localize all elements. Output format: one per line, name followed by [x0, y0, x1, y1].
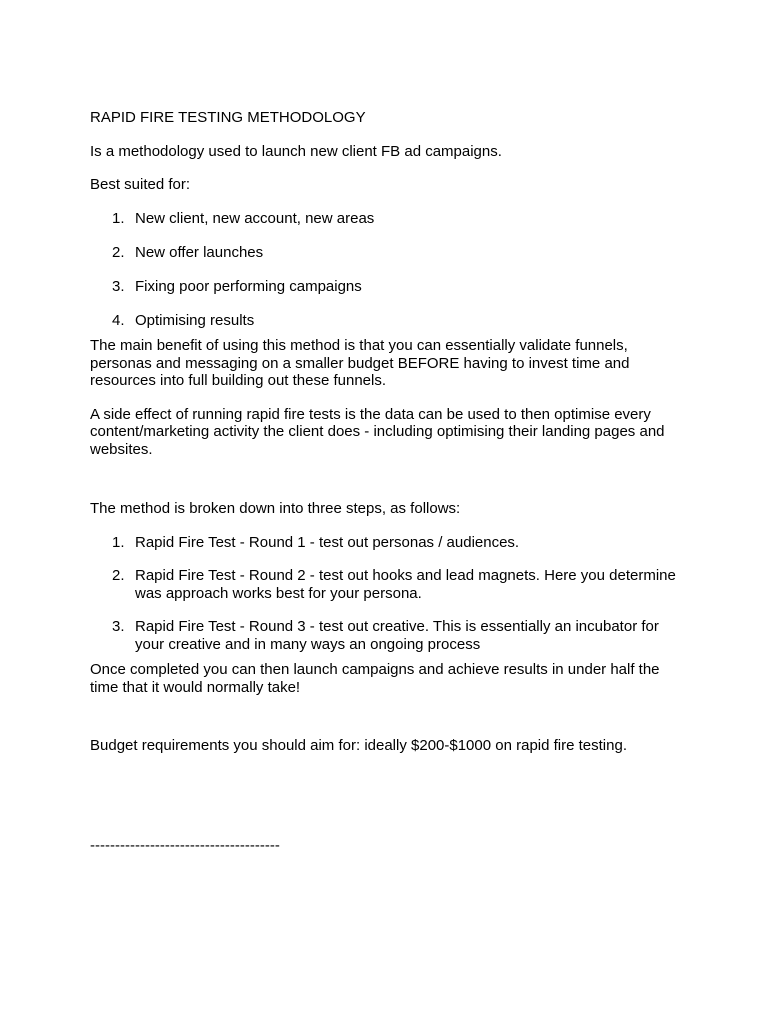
list-item-number: 4.	[112, 311, 125, 329]
completion-paragraph: Once completed you can then launch campaigns and achieve results in under half the time that it would normally take!	[90, 661, 660, 696]
list-item-text: Rapid Fire Test - Round 3 - test out creative. This is essentially an incubator for your creative and in many ways an ongoing process	[135, 618, 659, 653]
list-item-number: 2.	[112, 567, 125, 584]
best-suited-label: Best suited for:	[90, 176, 191, 193]
spacer	[90, 755, 680, 837]
side-effect-paragraph: A side effect of running rapid fire tests is the data can be used to then optimise every content/marketing activity the client does - including optimising their landing pages and websites.	[90, 405, 665, 458]
list-item-text: Rapid Fire Test - Round 1 - test out personas / audiences.	[135, 533, 520, 551]
list-item-number: 3.	[112, 277, 125, 295]
spacer	[90, 696, 680, 737]
divider-line: --------------------------------------	[90, 836, 280, 854]
document-page	[90, 109, 680, 870]
list-item	[90, 618, 680, 653]
list-item-text: New offer launches	[135, 243, 264, 261]
list-item-text: New client, new account, new areas	[135, 209, 375, 227]
list-item-number: 1.	[112, 209, 125, 227]
list-item	[90, 278, 680, 296]
best-suited-list	[90, 210, 680, 330]
benefit-paragraph: The main benefit of using this method is that you can essentially validate funnels, personas and messaging on a smaller budget BEFORE having to invest time and resources into full building out these funnels.	[90, 337, 630, 389]
intro-paragraph: Is a methodology used to launch new client FB ad campaigns.	[90, 142, 502, 160]
list-item-text: Optimising results	[135, 311, 255, 329]
spacer	[90, 458, 680, 500]
list-item-number: 3.	[112, 618, 125, 635]
list-item	[90, 567, 680, 602]
list-item-number: 1.	[112, 533, 125, 551]
list-item	[90, 244, 680, 262]
steps-list	[90, 534, 680, 654]
document-title: RAPID FIRE TESTING METHODOLOGY	[90, 109, 366, 126]
list-item-text: Fixing poor performing campaigns	[135, 277, 362, 295]
list-item-text: Rapid Fire Test - Round 2 - test out hooks and lead magnets. Here you determine was approach works best for your persona.	[135, 567, 676, 602]
list-item	[90, 210, 680, 228]
list-item	[90, 534, 680, 552]
steps-label: The method is broken down into three steps, as follows:	[90, 500, 461, 517]
list-item-number: 2.	[112, 243, 125, 261]
budget-paragraph: Budget requirements you should aim for: ideally $200-$1000 on rapid fire testing.	[90, 737, 627, 754]
list-item	[90, 312, 680, 330]
